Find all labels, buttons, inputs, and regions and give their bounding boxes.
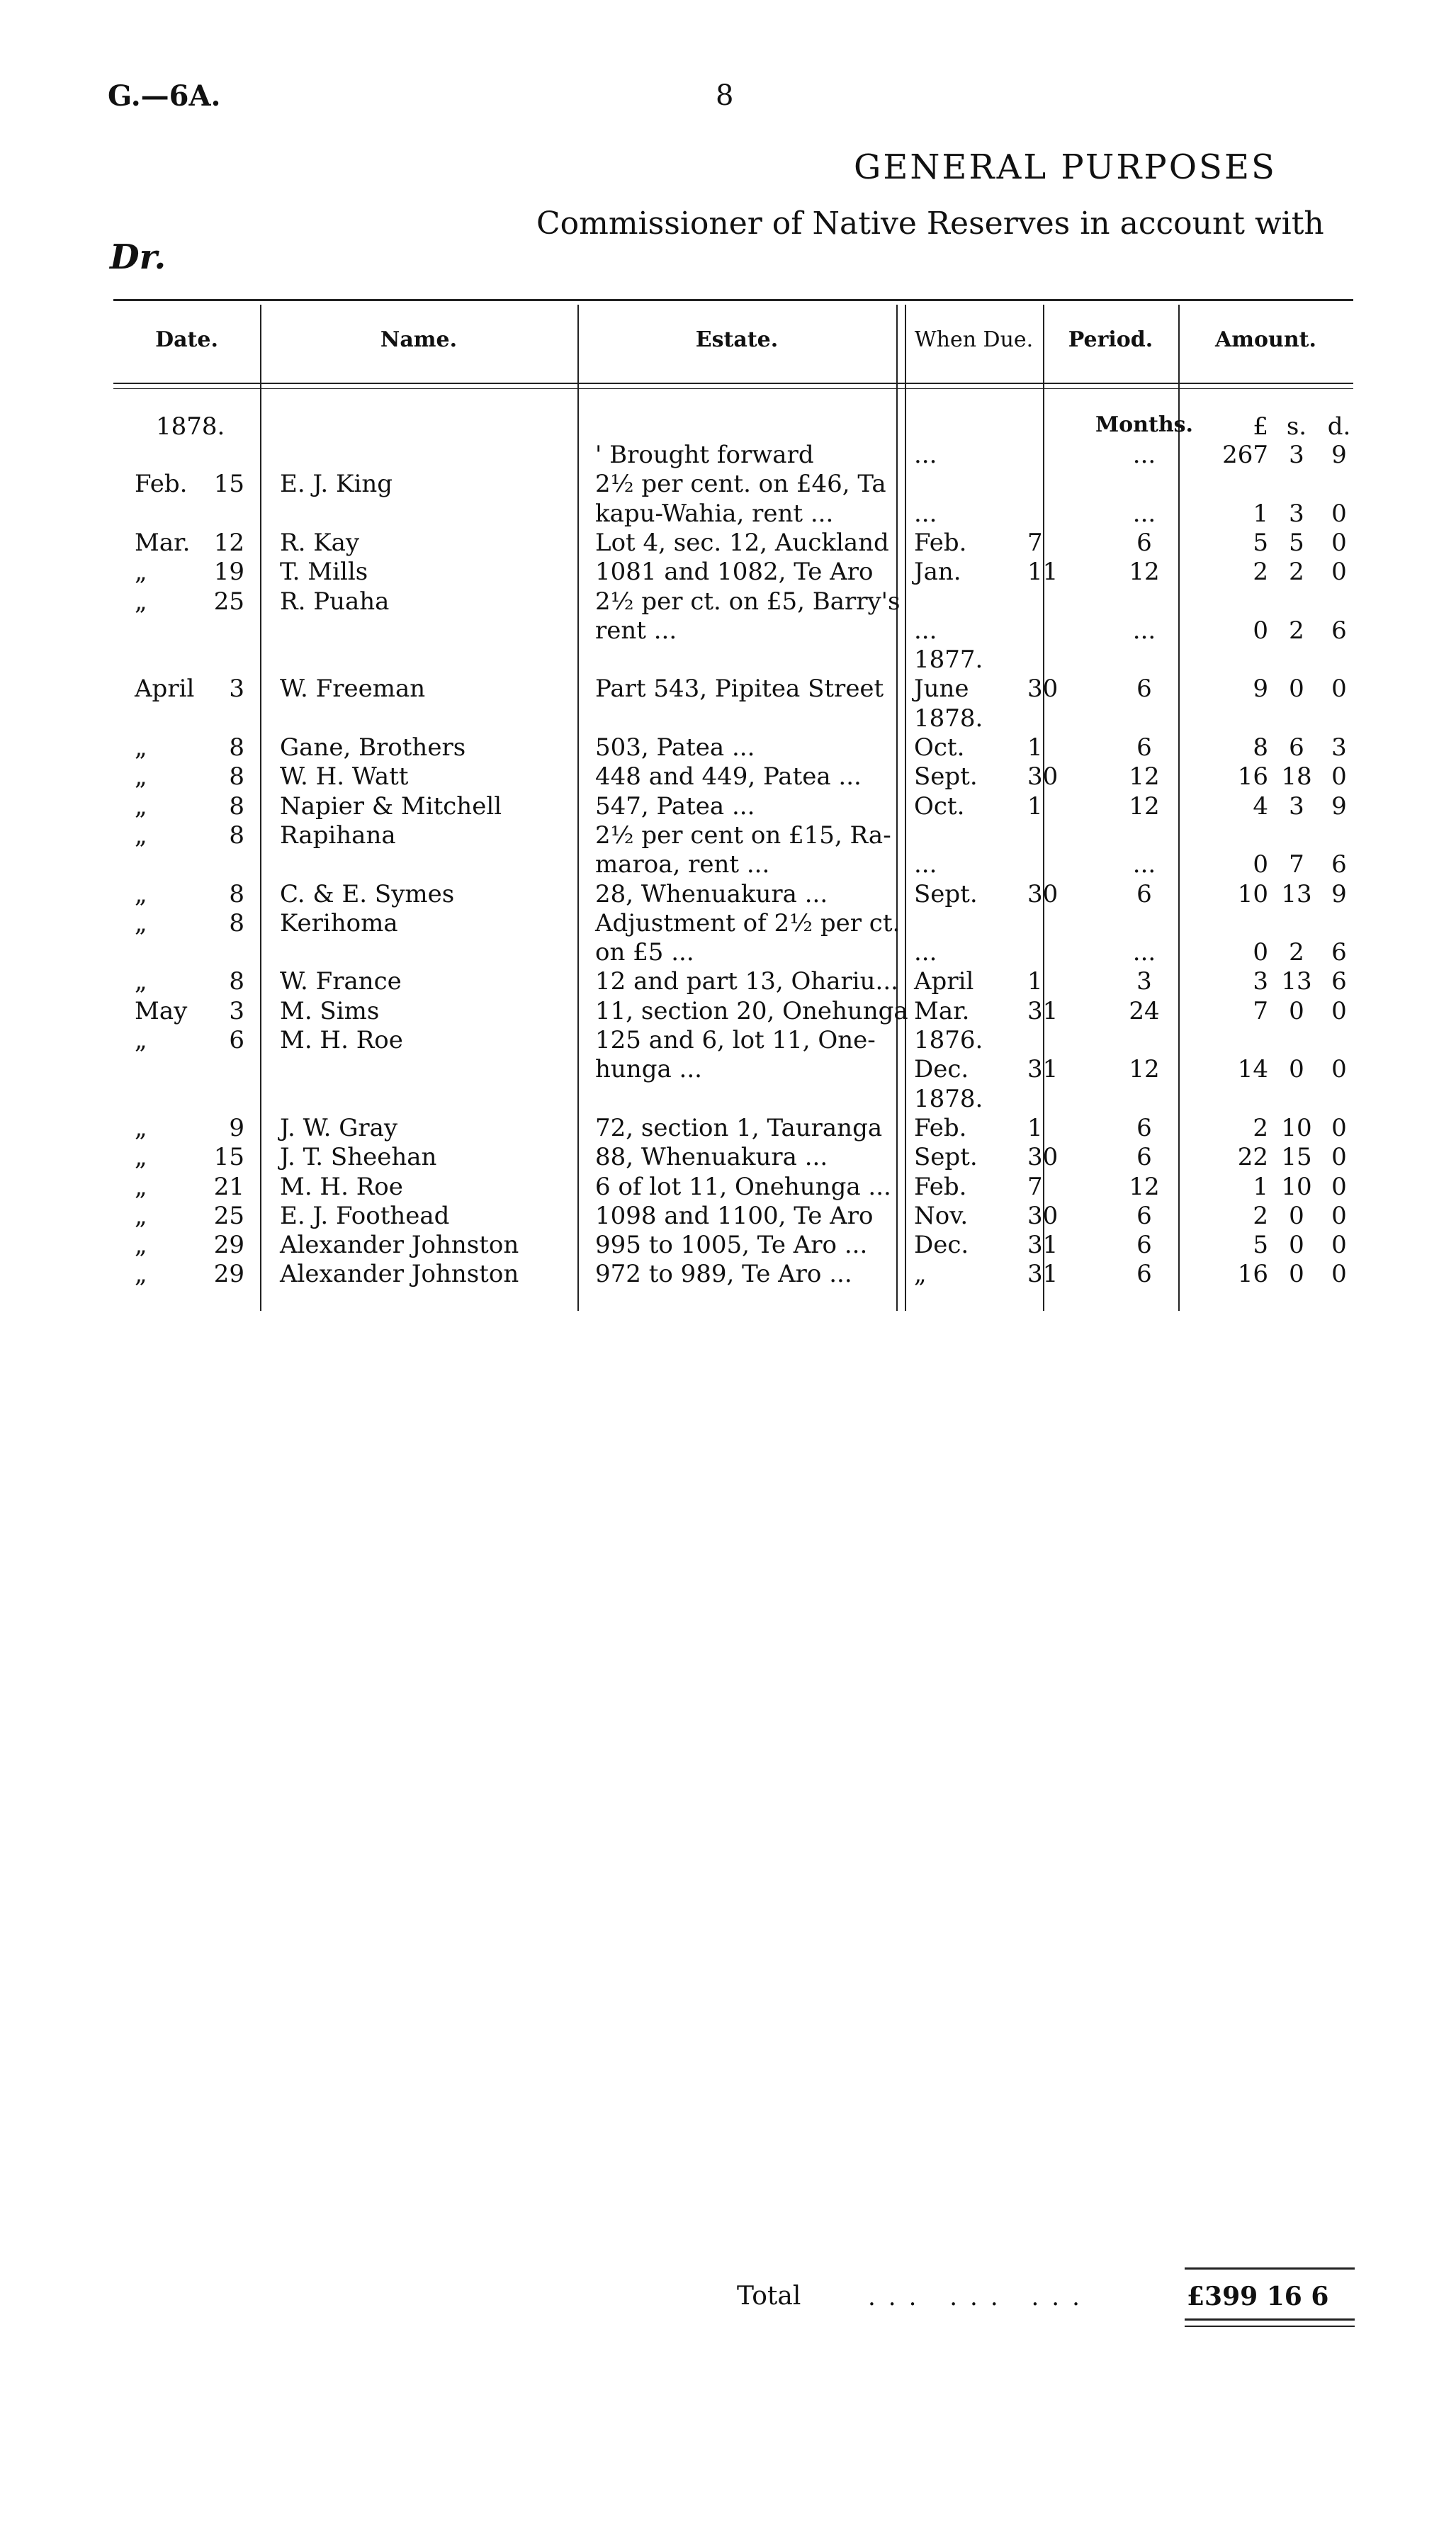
amount-pence: 0: [1331, 675, 1347, 704]
due-day: 31: [1027, 1260, 1059, 1289]
payer-name: E. J. Foothead: [280, 1201, 450, 1230]
due-day: 31: [1027, 1231, 1059, 1260]
column-header-period: Period.: [1068, 327, 1153, 352]
due-day: 1: [1027, 967, 1043, 996]
estate-description: hunga ...: [595, 1055, 702, 1084]
amount-pounds: 2: [1253, 1201, 1268, 1230]
payer-name: M. H. Roe: [280, 1172, 403, 1201]
date-month: „: [135, 908, 147, 937]
amount-pounds: 22: [1237, 1143, 1268, 1172]
amount-pounds: 10: [1237, 879, 1268, 908]
due-day: 11: [1027, 558, 1059, 587]
amount-pence: 6: [1331, 967, 1347, 996]
amount-pence: 0: [1331, 1113, 1347, 1142]
column-header-date: Date.: [155, 327, 218, 352]
amount-shillings: 3: [1289, 791, 1304, 821]
period-months: 6: [1136, 1201, 1152, 1230]
amount-pounds: 3: [1253, 967, 1268, 996]
due-month: Dec.: [914, 1231, 969, 1260]
amount-pence: 3: [1331, 733, 1347, 762]
amount-shillings: 10: [1281, 1172, 1312, 1201]
estate-description: maroa, rent ...: [595, 850, 770, 879]
amount-pence: 0: [1331, 1201, 1347, 1230]
period-months: 24: [1129, 996, 1160, 1025]
amount-shillings: 0: [1289, 1201, 1304, 1230]
estate-description: 88, Whenuakura ...: [595, 1143, 828, 1172]
amount-pounds: 5: [1253, 528, 1268, 557]
due-month: Feb.: [914, 1172, 967, 1201]
estate-description: 2½ per ct. on £5, Barry's: [595, 587, 901, 616]
amount-shillings: 10: [1281, 1113, 1312, 1142]
estate-description: 2½ per cent. on £46, Ta: [595, 470, 886, 499]
amount-pence: 0: [1331, 762, 1347, 791]
amount-shillings: 0: [1289, 675, 1304, 704]
period-months: 12: [1129, 762, 1160, 791]
amount-shillings: 15: [1281, 1143, 1312, 1172]
due-month: Sept.: [914, 762, 978, 791]
amount-pounds: 1: [1253, 499, 1268, 528]
payer-name: J. W. Gray: [280, 1113, 398, 1142]
amount-pounds: 1: [1253, 1172, 1268, 1201]
estate-description: 972 to 989, Te Aro ...: [595, 1260, 852, 1289]
column-divider: [896, 305, 898, 1311]
due-day: 7: [1027, 1172, 1043, 1201]
total-label: Total: [737, 2282, 801, 2311]
column-divider: [905, 305, 906, 1311]
period-months: 12: [1129, 558, 1160, 587]
period-months: 6: [1136, 528, 1152, 557]
payer-name: R. Puaha: [280, 587, 390, 616]
payer-name: Rapihana: [280, 821, 396, 850]
amount-pounds: 9: [1253, 675, 1268, 704]
amount-shillings: 2: [1289, 938, 1304, 967]
amount-pence: 0: [1331, 1172, 1347, 1201]
date-month: „: [135, 587, 147, 616]
due-month: Oct.: [914, 791, 965, 821]
estate-description: 28, Whenuakura ...: [595, 879, 828, 908]
period-months: 6: [1136, 1260, 1152, 1289]
period-months: 6: [1136, 1231, 1152, 1260]
due-day: 1: [1027, 733, 1043, 762]
amount-pence: 0: [1331, 996, 1347, 1025]
period-months: 12: [1129, 791, 1160, 821]
estate-description: 995 to 1005, Te Aro ...: [595, 1231, 868, 1260]
amount-shillings: 2: [1289, 616, 1304, 645]
payer-name: J. T. Sheehan: [280, 1143, 437, 1172]
due-month: Sept.: [914, 879, 978, 908]
due-day: 1: [1027, 791, 1043, 821]
estate-description: Part 543, Pipitea Street: [595, 675, 884, 704]
payer-name: W. H. Watt: [280, 762, 409, 791]
payer-name: M. Sims: [280, 996, 380, 1025]
date-month: „: [135, 1260, 147, 1289]
amount-pounds: 16: [1237, 1260, 1268, 1289]
date-month: „: [135, 1113, 147, 1142]
page-number: 8: [716, 79, 734, 112]
amount-shillings: 0: [1289, 1231, 1304, 1260]
due-month: Nov.: [914, 1201, 969, 1230]
year-label: 1878.: [156, 412, 225, 441]
header-rule: [113, 383, 1353, 384]
payer-name: E. J. King: [280, 470, 393, 499]
due-day: 30: [1027, 675, 1059, 704]
date-month: „: [135, 733, 147, 762]
pence-unit: d.: [1327, 412, 1351, 441]
due-day: 31: [1027, 1055, 1059, 1084]
document-reference: G.—6A.: [108, 79, 221, 113]
estate-description: Adjustment of 2½ per ct.: [595, 908, 901, 937]
due-month: Feb.: [914, 528, 967, 557]
estate-description: 72, section 1, Tauranga: [595, 1113, 883, 1142]
amount-pence: 0: [1331, 528, 1347, 557]
payer-name: W. France: [280, 967, 402, 996]
page-subtitle: Commissioner of Native Reserves in account with: [536, 205, 1324, 242]
estate-description: rent ...: [595, 616, 677, 645]
due-month: Sept.: [914, 1143, 978, 1172]
estate-description: 547, Patea ...: [595, 791, 755, 821]
amount-pounds: 7: [1253, 996, 1268, 1025]
payer-name: Alexander Johnston: [280, 1231, 519, 1260]
payer-name: Kerihoma: [280, 908, 398, 937]
total-top-rule: [1185, 2267, 1355, 2270]
estate-description: 125 and 6, lot 11, One-: [595, 1026, 876, 1054]
due-month: ...: [914, 850, 937, 879]
amount-pence: 0: [1331, 1231, 1347, 1260]
due-day: 30: [1027, 879, 1059, 908]
amount-shillings: 0: [1289, 1055, 1304, 1084]
date-month: „: [135, 1231, 147, 1260]
due-month: Feb.: [914, 1113, 967, 1142]
total-amount: £399 16 6: [1187, 2282, 1329, 2311]
due-month: 1876.: [914, 1026, 983, 1054]
amount-pence: 6: [1331, 850, 1347, 879]
date-month: „: [135, 1172, 147, 1201]
amount-shillings: 18: [1281, 762, 1312, 791]
page-title: GENERAL PURPOSES: [854, 147, 1277, 187]
period-months: ...: [1132, 938, 1156, 967]
due-day: 30: [1027, 1143, 1059, 1172]
total-row: [0, 2267, 1456, 2352]
period-unit: Months.: [1095, 412, 1194, 437]
period-months: ...: [1132, 499, 1156, 528]
period-months: 6: [1136, 733, 1152, 762]
payer-name: Alexander Johnston: [280, 1260, 519, 1289]
estate-description: Lot 4, sec. 12, Auckland: [595, 528, 889, 557]
column-header-amount: Amount.: [1215, 327, 1316, 352]
due-day: 30: [1027, 1201, 1059, 1230]
amount-pence: 9: [1331, 879, 1347, 908]
date-month: Feb.: [135, 470, 188, 499]
due-day: 7: [1027, 528, 1043, 557]
amount-pence: 0: [1331, 558, 1347, 587]
amount-pounds: 0: [1253, 938, 1268, 967]
due-month: April: [914, 967, 974, 996]
shillings-unit: s.: [1286, 412, 1307, 441]
amount-pounds: 2: [1253, 1113, 1268, 1142]
date-month: „: [135, 791, 147, 821]
amount-shillings: 5: [1289, 528, 1304, 557]
total-double-underline: [1185, 2326, 1355, 2327]
amount-pence: 0: [1331, 1055, 1347, 1084]
amount-pence: 0: [1331, 1260, 1347, 1289]
estate-description: 6 of lot 11, Onehunga ...: [595, 1172, 891, 1201]
amount-pounds: 4: [1253, 791, 1268, 821]
ledger-table: Date. Name. Estate. When Due. Period. Amount. 1878. Months. £ s. d. ' Brought forward ... ... 267 3 9 Feb. 15 E. J. King 2½ per cent. on £46, Ta kapu-Wahia, rent ... ... ... 1 3 0 Mar. 12 R. Kay Lot 4, sec. 12, Auckland Feb. 7 6 5 5 0 „ 19 T. Mills 1081 and 1082, Te Aro Jan. 11 12 2 2 0 „ 25 R. Puaha 2½ per ct. on £5, Barry's rent ... ... ... 0 2 6 1877. April 3 W. Freeman Part 543, Pipitea Street June 30 6 9 0 0 1878. „ 8 Gane, Brothers 503, Patea ... Oct. 1 6 8 6 3 „ 8 W. H. Watt 448 and 449, Patea ... Sept. 30 12 16 18 0 „ 8 Napier & Mitchell 547, Patea ... Oct. 1 12 4 3 9 „ 8 Rapihana 2½ per cent on £15, Ra- maroa, rent ... ... ... 0 7 6 „ 8 C. & E. Symes 28, Whenuakura ... Sept. 30 6 10 13 9 „ 8 Kerihoma Adjustment of 2½ per ct. on £5 ... ... ... 0 2 6 „ 8 W. France 12 and part 13, Ohariu... April 1 3 3 13 6 May 3 M. Sims 11, section 20, Onehunga Mar. 31 24 7 0 0 „ 6 M. H. Roe 125 and 6, lot 11, One- 1876. hunga ... Dec. 31 12 14 0 0 1878. „ 9 J. W. Gray 72, section 1, Tauranga Feb. 1 6 2 10 0 „ 15 J. T. Sheehan 88, Whenuakura ... Sept. 30 6 22 15 0 „ 21 M. H. Roe 6 of lot 11, Onehunga ... Feb. 7 12 1 10 0 „ 25 E. J. Foothead 1098 and 1100, Te Aro Nov. 30 6 2 0 0 „ 29 Alexander Johnston 995 to 1005, Te Aro ... Dec. 31 6 5 0 0 „ 29 Alexander Johnston 972 to 989, Te Aro ... „ 31 6 16 0 0: [113, 299, 1353, 1314]
payer-name: Gane, Brothers: [280, 733, 466, 762]
due-month: ...: [914, 938, 937, 967]
due-day: 30: [1027, 762, 1059, 791]
estate-description: kapu-Wahia, rent ...: [595, 499, 834, 528]
amount-shillings: 3: [1289, 441, 1304, 469]
period-months: 6: [1136, 675, 1152, 704]
estate-description: 11, section 20, Onehunga: [595, 996, 908, 1025]
date-month: „: [135, 821, 147, 850]
amount-pence: 6: [1331, 616, 1347, 645]
date-month: „: [135, 967, 147, 996]
date-month: Mar.: [135, 528, 191, 557]
date-month: „: [135, 879, 147, 908]
column-header-name: Name.: [380, 327, 458, 352]
date-month: „: [135, 1026, 147, 1054]
amount-shillings: 6: [1289, 733, 1304, 762]
period-months: 6: [1136, 1143, 1152, 1172]
estate-description: 1098 and 1100, Te Aro: [595, 1201, 874, 1230]
payer-name: T. Mills: [280, 558, 368, 587]
amount-shillings: 2: [1289, 558, 1304, 587]
debit-marker: Dr.: [110, 237, 167, 277]
amount-pence: 0: [1331, 1143, 1347, 1172]
due-day: 31: [1027, 996, 1059, 1025]
payer-name: R. Kay: [280, 528, 360, 557]
period-months: ...: [1132, 850, 1156, 879]
amount-pounds: 14: [1237, 1055, 1268, 1084]
due-month: ...: [914, 499, 937, 528]
due-month: 1878.: [914, 704, 983, 733]
due-month: „: [914, 1260, 927, 1289]
due-day: 1: [1027, 1113, 1043, 1142]
amount-shillings: 13: [1281, 967, 1312, 996]
estate-description: 503, Patea ...: [595, 733, 755, 762]
period-months: 6: [1136, 1113, 1152, 1142]
amount-pounds: 2: [1253, 558, 1268, 587]
estate-description: 448 and 449, Patea ...: [595, 762, 862, 791]
total-underline: [1185, 2318, 1355, 2321]
due-month: 1877.: [914, 646, 983, 675]
due-month: Jan.: [914, 558, 961, 587]
payer-name: C. & E. Symes: [280, 879, 455, 908]
amount-shillings: 0: [1289, 996, 1304, 1025]
due-month: ...: [914, 441, 937, 469]
amount-pounds: 267: [1222, 441, 1268, 469]
amount-shillings: 7: [1289, 850, 1304, 879]
amount-pence: 9: [1331, 791, 1347, 821]
column-divider: [577, 305, 579, 1311]
due-month: 1878.: [914, 1084, 983, 1113]
amount-pence: 6: [1331, 938, 1347, 967]
amount-pounds: 0: [1253, 616, 1268, 645]
amount-pounds: 8: [1253, 733, 1268, 762]
period-months: 12: [1129, 1172, 1160, 1201]
estate-description: 2½ per cent on £15, Ra-: [595, 821, 891, 850]
estate-description: ' Brought forward: [595, 441, 814, 469]
due-month: ...: [914, 616, 937, 645]
due-month: Oct.: [914, 733, 965, 762]
payer-name: W. Freeman: [280, 675, 426, 704]
due-month: Dec.: [914, 1055, 969, 1084]
period-months: 3: [1136, 967, 1152, 996]
amount-pounds: 5: [1253, 1231, 1268, 1260]
total-leader-dots: ... ... ...: [868, 2283, 1093, 2311]
header-rule-thin: [113, 388, 1353, 389]
estate-description: 1081 and 1082, Te Aro: [595, 558, 874, 587]
period-months: ...: [1132, 616, 1156, 645]
amount-shillings: 0: [1289, 1260, 1304, 1289]
period-months: ...: [1132, 441, 1156, 469]
due-month: June: [914, 675, 969, 704]
date-month: „: [135, 1201, 147, 1230]
pounds-unit: £: [1253, 412, 1268, 441]
column-header-estate: Estate.: [695, 327, 779, 352]
amount-pounds: 0: [1253, 850, 1268, 879]
amount-pence: 0: [1331, 499, 1347, 528]
amount-shillings: 13: [1281, 879, 1312, 908]
amount-shillings: 3: [1289, 499, 1304, 528]
amount-pounds: 16: [1237, 762, 1268, 791]
payer-name: M. H. Roe: [280, 1026, 403, 1054]
table-top-rule: [113, 299, 1353, 301]
date-month: „: [135, 1143, 147, 1172]
date-month: April: [135, 675, 195, 704]
due-month: Mar.: [914, 996, 970, 1025]
date-month: May: [135, 996, 188, 1025]
period-months: 12: [1129, 1055, 1160, 1084]
estate-description: on £5 ...: [595, 938, 694, 967]
date-month: „: [135, 558, 147, 587]
amount-pence: 9: [1331, 441, 1347, 469]
period-months: 6: [1136, 879, 1152, 908]
column-divider: [260, 305, 261, 1311]
payer-name: Napier & Mitchell: [280, 791, 502, 821]
estate-description: 12 and part 13, Ohariu...: [595, 967, 898, 996]
column-header-when-due: When Due.: [914, 327, 1034, 352]
date-month: „: [135, 762, 147, 791]
